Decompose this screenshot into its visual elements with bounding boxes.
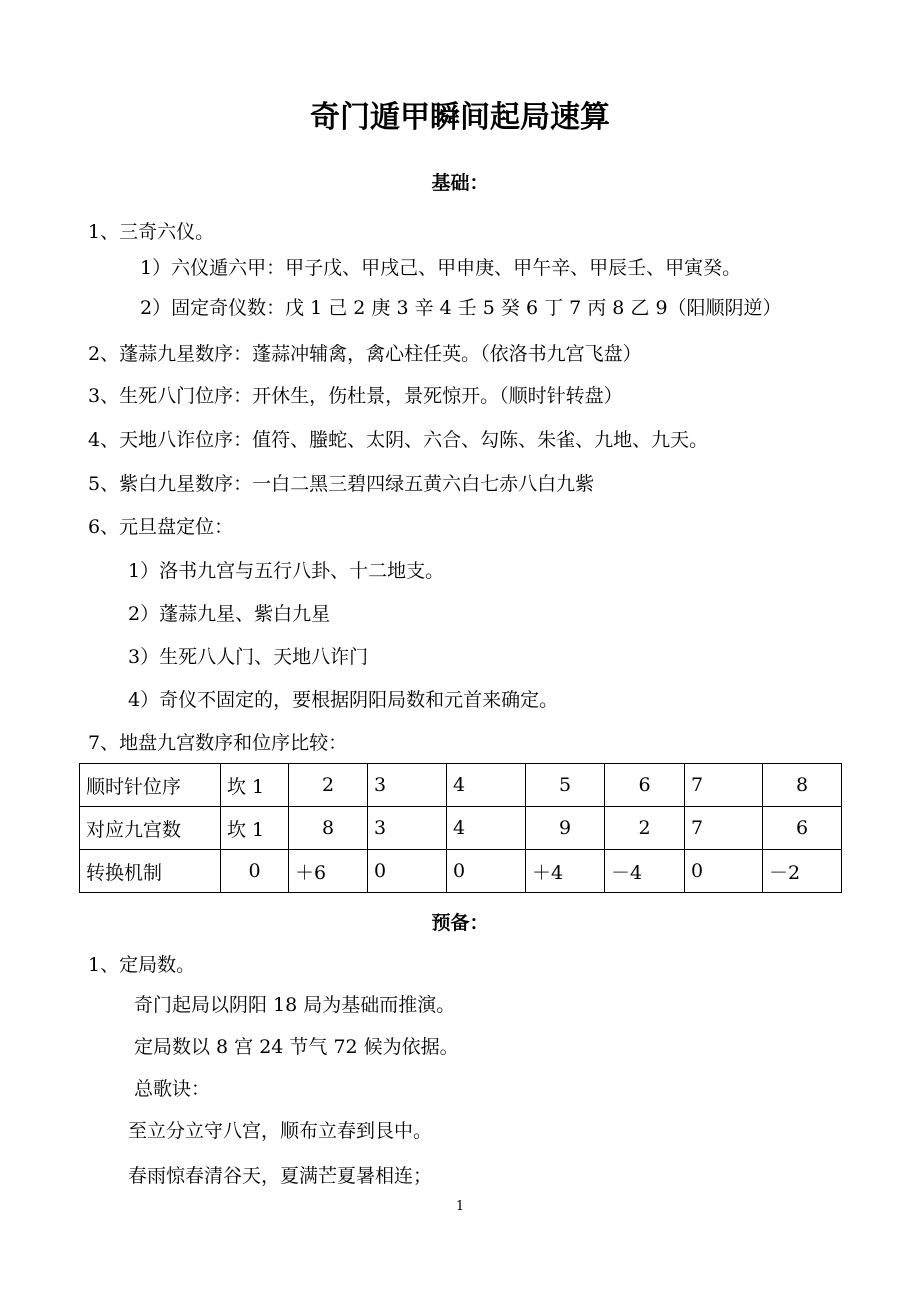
table-cell: －4 [605,850,685,893]
prep-line: 春雨惊春清谷天，夏满芒夏暑相连； [128,1165,433,1187]
table-cell: 3 [368,764,447,807]
table-cell: 6 [605,764,685,807]
table-cell: 4 [447,764,526,807]
table-cell: 4 [447,807,526,850]
row-header-cell: 顺时针位序 [80,764,221,807]
table-cell: 坎 1 [221,764,289,807]
basics-line: 1）六仪遁六甲：甲子戊、甲戌己、甲申庚、甲午辛、甲辰壬、甲寅癸。 [140,257,742,279]
prep-line: 奇门起局以阴阳 18 局为基础而推演。 [134,994,456,1016]
table-cell: 0 [368,850,447,893]
table-cell: 7 [685,764,763,807]
table-cell: 3 [368,807,447,850]
prep-line: 1、定局数。 [88,954,196,976]
prep-line: 至立分立守八宫，顺布立春到艮中。 [128,1120,433,1142]
table-row [80,850,842,893]
table-cell: 坎 1 [221,807,289,850]
basics-line: 4）奇仪不固定的，要根据阴阳局数和元首来确定。 [128,689,559,711]
basics-line: 2、蓬蒜九星数序：蓬蒜冲辅禽，禽心柱任英。（依洛书九宫飞盘） [88,343,642,365]
table-cell: 6 [763,807,842,850]
basics-line: 2）蓬蒜九星、紫白九星 [128,603,331,625]
row-header-cell: 转换机制 [80,850,221,893]
section-heading-basics: 基础： [431,172,489,194]
basics-line: 6、元旦盘定位： [88,516,234,538]
table-cell: 0 [221,850,289,893]
table-cell: 2 [289,764,368,807]
basics-line: 4、天地八诈位序：值符、螣蛇、太阴、六合、勾陈、朱雀、九地、九天。 [88,429,709,451]
table-cell: 8 [289,807,368,850]
table-cell: －2 [763,850,842,893]
table-cell: 2 [605,807,685,850]
prep-line: 定局数以 8 宫 24 节气 72 候为依据。 [134,1036,459,1058]
document-title: 奇门遁甲瞬间起局速算 [310,100,610,135]
palace-comparison-table [79,763,842,893]
table-cell: 9 [526,807,605,850]
table-row [80,807,842,850]
table-cell: 5 [526,764,605,807]
page-number: 1 [455,1199,465,1214]
table-cell: ＋4 [526,850,605,893]
table-cell: 8 [763,764,842,807]
section-heading-prep: 预备： [431,912,489,934]
table-cell: ＋6 [289,850,368,893]
basics-line: 2）固定奇仪数：戊 1 己 2 庚 3 辛 4 壬 5 癸 6 丁 7 丙 8 乙 9（阳顺阴逆） [140,297,782,319]
basics-line: 1、三奇六仪。 [88,221,215,243]
basics-line: 5、紫白九星数序：一白二黑三碧四绿五黄六白七赤八白九紫 [88,473,595,495]
table-cell: 0 [447,850,526,893]
basics-line: 7、地盘九宫数序和位序比较： [88,732,348,754]
table-row [80,764,842,807]
prep-line: 总歌诀： [134,1078,211,1100]
basics-line: 3、生死八门位序：开休生，伤杜景，景死惊开。（顺时针转盘） [88,385,623,407]
basics-line: 1）洛书九宫与五行八卦、十二地支。 [128,560,445,582]
basics-line: 3）生死八人门、天地八诈门 [128,646,369,668]
table-cell: 0 [685,850,763,893]
table-cell: 7 [685,807,763,850]
row-header-cell: 对应九宫数 [80,807,221,850]
